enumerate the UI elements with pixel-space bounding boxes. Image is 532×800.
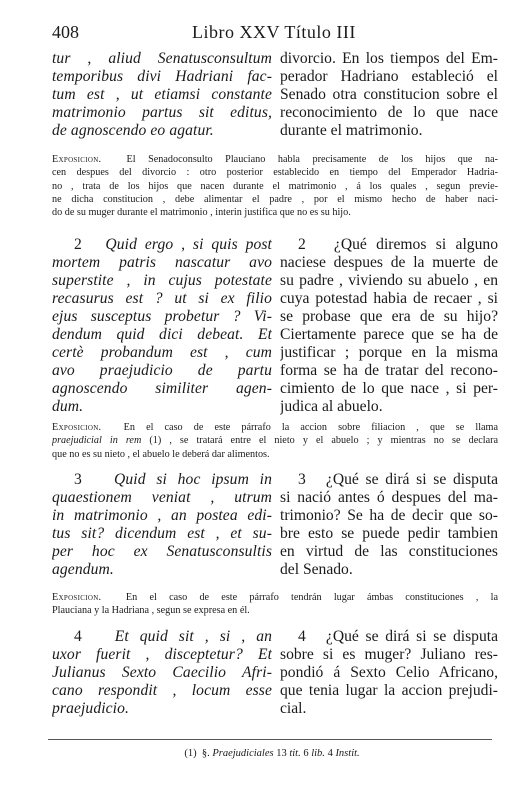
latin-line: certè probandum est , cum (52, 344, 272, 361)
spanish-line: judica al abuelo. (280, 398, 383, 415)
latin-line: uxor fuerit , disceptetur? Et (52, 646, 272, 663)
exposicion-text: Plauciana y la Hadriana , segun se expresa en él. (52, 605, 250, 617)
exposicion-text: En el caso de este párrafo tendrán lugar ámbas constituciones , la (125, 592, 498, 603)
latin-line: recasurus est ? ut si ex filio (52, 290, 272, 307)
spanish-line: ¿Qué se dirá si se disputa (325, 471, 498, 488)
latin-line: per hoc ex Senatusconsultis (52, 543, 272, 560)
latin-line: Quid ergo , si quis post (105, 236, 272, 253)
section-3 (52, 471, 498, 581)
exposicion-label: Exposicion. (52, 422, 102, 433)
exposicion-text: El Senadoconsulto Plauciano habla precisamente de los hijos que na- (126, 154, 498, 165)
exposicion-label: Exposicion. (52, 592, 102, 603)
spanish-line: reconocimiento de lo que nace (280, 104, 498, 121)
latin-line: agnoscendo similiter agen- (52, 380, 272, 397)
spanish-line: cuya potestad habia de recaer , si (280, 290, 498, 307)
spanish-line: cial. (280, 700, 307, 717)
exposicion-note (52, 591, 498, 618)
latin-line: de agnoscendo eo agatur. (52, 122, 214, 139)
section-number: 4 (74, 628, 82, 645)
footnote-mark: (1) (184, 748, 197, 759)
spanish-line: divorcio. En los tiempos del Em- (280, 50, 498, 67)
spanish-line: en virtud de las constituciones (280, 543, 498, 560)
latin-line: agendum. (52, 561, 114, 578)
exposicion-text: no , trata de los hijos que nacen durante el matrimonio , á los quales , segun previe- (52, 180, 498, 192)
latin-line: dendum quid dici debeat. Et (52, 326, 272, 343)
exposicion-text: ne dicha constitucion , debe alimentar el padre , por el mismo hecho de haber naci- (52, 193, 498, 205)
spanish-line: perador Hadriano estableció el (280, 68, 498, 85)
latin-column (52, 628, 272, 718)
latin-line: Julianus Sexto Caecilio Afri- (52, 664, 272, 681)
footnote (52, 748, 492, 759)
section-number: 3 (74, 471, 82, 488)
exposicion-label: Exposicion. (52, 154, 102, 165)
exposicion-text: (1) , se tratará entre el nieto y el abuelo ; y mientras no se declara (141, 435, 498, 447)
spanish-line: Senado otra constitucion sobre el (280, 86, 498, 103)
section-number: 2 (74, 236, 82, 253)
latin-column (52, 471, 272, 579)
section-number: 2 (298, 236, 306, 253)
footnote-text: §. (201, 748, 213, 759)
latin-line: quaestionem veniat , utrum (52, 489, 272, 506)
latin-line: tum est , ut etiamsi constante (52, 86, 272, 103)
spanish-line: Ciertamente parece que se ha de (280, 326, 498, 343)
latin-line: dum. (52, 398, 84, 415)
spanish-line: ¿Qué se dirá si se disputa (325, 628, 498, 645)
footnote-text: tit. (289, 748, 301, 759)
footnote-text: 6 (300, 748, 312, 759)
exposicion-text: do de su muger durante el matrimonio , interin justifica que no es su hijo. (52, 207, 351, 219)
footnote-text: lib. (311, 748, 325, 759)
spanish-column (280, 50, 498, 140)
spanish-line: bre esto se puede pedir tambien (280, 525, 498, 542)
spanish-line: se probase que era de su hijo? (280, 308, 498, 325)
exposicion-text: praejudicial in rem (52, 435, 142, 447)
latin-line: praejudicio. (52, 700, 129, 717)
spanish-line: que tenia lugar la accion prejudi- (280, 682, 498, 699)
latin-line: mortem patris nascatur avo (52, 254, 272, 271)
footnote-text: Praejudiciales (212, 748, 274, 759)
latin-line: tus sit? dicendum est , et su- (52, 525, 272, 542)
latin-line: Et quid sit , si , an (114, 628, 272, 645)
spanish-column (280, 471, 498, 579)
latin-column (52, 236, 272, 416)
spanish-column (280, 236, 498, 416)
latin-line: in matrimonio , an postea edi- (52, 507, 272, 524)
latin-line: tur , aliud Senatusconsultum (52, 50, 272, 67)
footnote-divider (48, 739, 492, 740)
spanish-line: naciese despues de la muerte de (280, 254, 498, 271)
spanish-line: forma se ha de tratar del recono- (280, 362, 498, 379)
latin-line: matrimonio partus sit editus, (52, 104, 272, 121)
spanish-line: sobre si es muger? Juliano res- (280, 646, 498, 663)
latin-line: cano respondit , locum esse (52, 682, 272, 699)
section-2 (52, 236, 498, 418)
spanish-line: justificar ; porque en la misma (280, 344, 498, 361)
latin-line: temporibus divi Hadriani fac- (52, 68, 272, 85)
section-4 (52, 628, 498, 720)
spanish-line: pondió á Sexto Celio Africano, (280, 664, 498, 681)
footnote-text: 4 (324, 748, 336, 759)
section-number: 3 (298, 471, 306, 488)
latin-line: superstite , in cujus potestate (52, 272, 272, 289)
exposicion-note (52, 153, 498, 219)
latin-line: Quid si hoc ipsum in (114, 471, 272, 488)
footnote-text: Instit. (335, 748, 360, 759)
spanish-line: trimonio? Se ha de decir que so- (280, 507, 498, 524)
spanish-line: durante el matrimonio. (280, 122, 423, 139)
spanish-line: su padre , viviendo su abuelo , en (280, 272, 498, 289)
spanish-line: ¿Qué diremos si alguno (333, 236, 498, 253)
spanish-line: del Senado. (280, 561, 353, 578)
spanish-column (280, 628, 498, 718)
latin-line: ejus susceptus probetur ? Vi- (52, 308, 272, 325)
top-continuation (52, 50, 498, 142)
running-title: Libro XXV Título III (192, 22, 356, 42)
page-header (52, 22, 492, 46)
exposicion-note (52, 421, 498, 461)
exposicion-text: que no es su nieto , el abuelo le deberá dar alimentos. (52, 448, 270, 460)
spanish-line: si nació antes ó despues del ma- (280, 489, 498, 506)
latin-column (52, 50, 272, 140)
footnote-text: 13 (273, 748, 290, 759)
exposicion-text: En el caso de este párrafo la accion sobre filiacion , que se llama (123, 422, 498, 433)
spanish-line: cimiento de lo que nace , si per- (280, 380, 498, 397)
page-number: 408 (52, 22, 79, 42)
latin-line: avo praejudicio de partu (52, 362, 272, 379)
exposicion-text: cen despues del divorcio : otro posterior establecido en tiempo del Emperador Hadria- (52, 167, 498, 179)
section-number: 4 (298, 628, 306, 645)
